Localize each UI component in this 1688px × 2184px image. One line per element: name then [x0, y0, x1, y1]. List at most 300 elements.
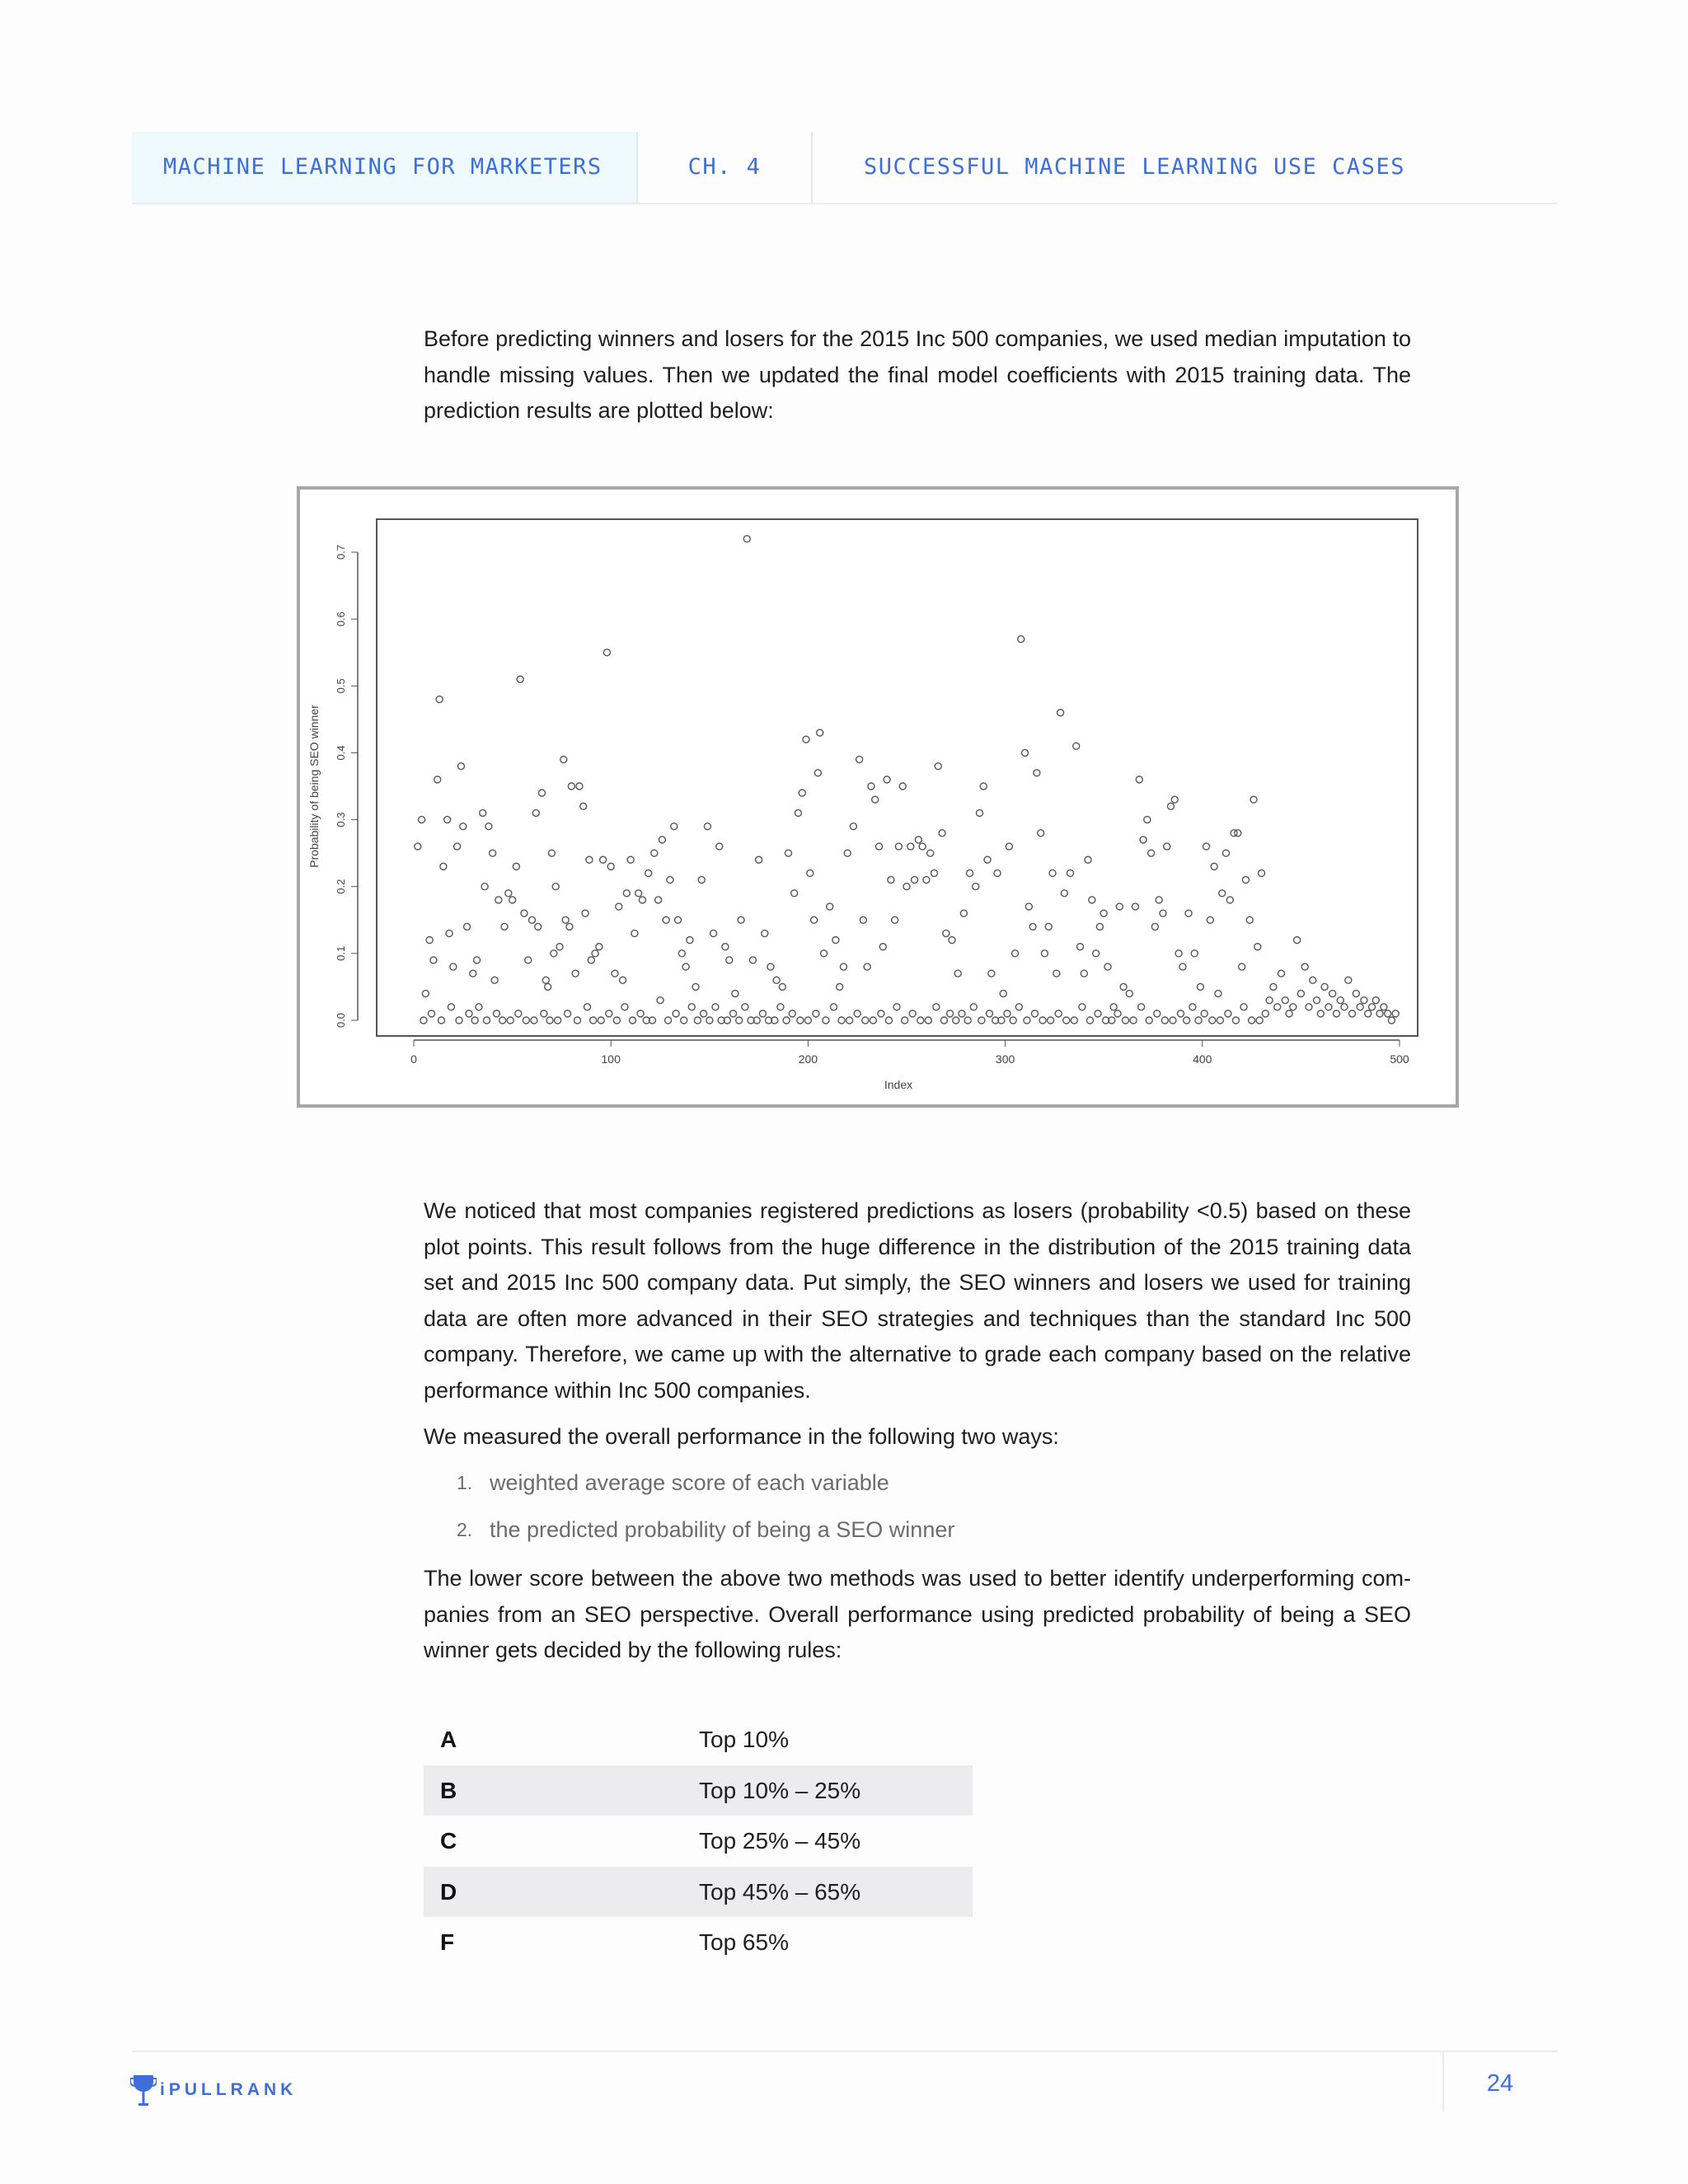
scatter-point — [523, 1017, 529, 1024]
scatter-point — [1314, 997, 1320, 1004]
scatter-point — [964, 1017, 971, 1024]
scatter-point — [846, 1017, 853, 1024]
scatter-point — [732, 991, 738, 997]
scatter-point — [967, 869, 973, 876]
scatter-point — [1333, 1010, 1339, 1017]
page-header — [132, 132, 1558, 204]
scatter-point — [973, 883, 979, 890]
scatter-point — [1114, 1010, 1121, 1017]
scatter-point — [888, 877, 894, 883]
scatter-point — [738, 916, 744, 923]
scatter-point — [919, 843, 926, 850]
scatter-point — [854, 1010, 860, 1017]
scatter-point — [1242, 877, 1249, 883]
scatter-point — [1079, 1004, 1085, 1010]
scatter-point — [1225, 1010, 1231, 1017]
scatter-point — [726, 957, 733, 963]
scatter-point — [1217, 1017, 1223, 1024]
scatter-point — [791, 890, 798, 897]
scatter-point — [947, 1010, 954, 1017]
scatter-point — [868, 783, 874, 790]
scatter-point — [1203, 843, 1210, 850]
scatter-point — [456, 1017, 462, 1024]
scatter-point — [493, 1010, 499, 1017]
scatter-point — [1385, 1010, 1391, 1017]
scatter-point — [756, 856, 762, 863]
grade-letter: C — [440, 1828, 457, 1854]
scatter-point — [923, 877, 930, 883]
scatter-point — [1249, 1017, 1255, 1024]
scatter-point — [491, 977, 498, 983]
scatter-point — [1086, 1017, 1093, 1024]
scatter-point — [1259, 869, 1265, 876]
scatter-point — [440, 863, 447, 869]
grade-range: Top 10% – 25% — [699, 1777, 861, 1803]
scatter-point — [988, 970, 995, 977]
scatter-point — [546, 1017, 553, 1024]
scatter-point — [813, 1010, 819, 1017]
page-number: 24 — [1486, 2070, 1514, 2097]
scatter-point — [712, 1004, 719, 1010]
scatter-point — [1209, 1017, 1216, 1024]
table-row — [424, 1714, 973, 1765]
scatter-point — [639, 897, 645, 903]
scatter-point — [917, 1017, 924, 1024]
scatter-point — [1154, 1010, 1160, 1017]
scatter-point — [1195, 1017, 1202, 1024]
scatter-point — [749, 957, 756, 963]
scatter-point — [1055, 1010, 1062, 1017]
x-tick-label: 400 — [1193, 1052, 1212, 1066]
scatter-point — [959, 1010, 965, 1017]
scatter-point — [665, 1017, 672, 1024]
scatter-point — [1226, 897, 1233, 903]
scatter-point — [960, 910, 967, 916]
scatter-point — [804, 1017, 811, 1024]
scatter-point — [1240, 1004, 1247, 1010]
scatter-point — [1164, 843, 1170, 850]
scatter-point — [1274, 1004, 1281, 1010]
footer-rule — [132, 2050, 1558, 2052]
scatter-point — [586, 856, 593, 863]
scatter-point — [444, 817, 451, 823]
scatter-point — [682, 963, 689, 970]
scatter-point — [1376, 1010, 1383, 1017]
scatter-point — [1041, 950, 1048, 957]
scatter-point — [1361, 997, 1367, 1004]
intro-paragraph: Before predicting winners and losers for the 2015 Inc 500 companies, we used median imputation to handle missing values. Then we updated the final model coefficients with 2015 training data. The prediction results are plotted below: — [424, 326, 1411, 423]
scatter-point — [1191, 950, 1198, 957]
grade-letter: F — [440, 1929, 455, 1955]
scatter-point — [978, 1017, 985, 1024]
scatter-point — [590, 1017, 597, 1024]
scatter-point — [1369, 1004, 1376, 1010]
scatter-point — [584, 1004, 590, 1010]
scatter-point — [580, 803, 587, 809]
scatter-point — [872, 796, 879, 803]
scatter-point — [817, 729, 823, 736]
scatter-point — [1290, 1004, 1296, 1010]
scatter-point — [1341, 1004, 1348, 1010]
scatter-chart — [297, 486, 1459, 1108]
scatter-point — [1310, 977, 1316, 983]
scatter-point — [1012, 950, 1019, 957]
scatter-point — [663, 916, 669, 923]
scatter-point — [613, 1017, 620, 1024]
scatter-point — [1085, 856, 1091, 863]
scatter-point — [535, 923, 542, 930]
scatter-chart-svg — [300, 490, 1456, 1104]
x-tick-label: 200 — [798, 1052, 818, 1066]
measured-paragraph: We measured the overall performance in the following two ways: — [424, 1424, 1059, 1449]
scatter-point — [1004, 1010, 1010, 1017]
scatter-point — [592, 950, 598, 957]
scatter-point — [785, 850, 791, 856]
scatter-point — [552, 883, 559, 890]
scatter-point — [994, 869, 1001, 876]
scatter-point — [481, 883, 488, 890]
scatter-point — [509, 897, 516, 903]
scatter-point — [823, 1017, 829, 1024]
scatter-point — [736, 1017, 743, 1024]
scatter-point — [422, 991, 429, 997]
brand-name[interactable]: iPULLRANK — [160, 2080, 298, 2099]
scatter-point — [1095, 1010, 1101, 1017]
scatter-point — [612, 970, 618, 977]
scatter-point — [1057, 710, 1064, 716]
y-tick-label: 0.0 — [335, 1012, 347, 1029]
scatter-point — [694, 1017, 701, 1024]
scatter-point — [1053, 970, 1060, 977]
scatter-point — [742, 1004, 748, 1010]
scatter-point — [637, 1010, 644, 1017]
scatter-point — [1239, 963, 1245, 970]
scatter-point — [1189, 1004, 1196, 1010]
scatter-point — [1270, 983, 1277, 990]
scatter-point — [574, 1017, 581, 1024]
scatter-point — [673, 1010, 679, 1017]
scatter-point — [551, 950, 557, 957]
scatter-point — [892, 916, 898, 923]
y-tick-label: 0.3 — [335, 812, 347, 827]
scatter-point — [1000, 991, 1006, 997]
scatter-point — [1038, 830, 1044, 837]
scatter-point — [616, 903, 622, 910]
scatter-point — [767, 963, 774, 970]
scatter-point — [1104, 963, 1111, 970]
grade-range: Top 65% — [699, 1929, 789, 1955]
scatter-point — [840, 963, 846, 970]
scatter-point — [879, 944, 886, 950]
scatter-point — [484, 1017, 490, 1024]
scatter-point — [499, 1017, 506, 1024]
scatter-point — [870, 1017, 876, 1024]
scatter-point — [935, 763, 941, 770]
scatter-point — [521, 910, 528, 916]
scatter-point — [1185, 910, 1192, 916]
scatter-point — [876, 843, 883, 850]
scatter-point — [1170, 1017, 1176, 1024]
scatter-point — [1022, 749, 1029, 756]
scatter-point — [1329, 991, 1336, 997]
scatter-point — [671, 823, 678, 830]
scatter-point — [949, 937, 955, 944]
scatter-point — [1073, 743, 1080, 749]
scatter-point — [795, 809, 801, 816]
scatter-point — [1029, 923, 1036, 930]
scatter-point — [1138, 1004, 1145, 1010]
scatter-point — [1294, 937, 1301, 944]
scatter-point — [476, 1004, 482, 1010]
scatter-point — [631, 930, 638, 937]
scatter-point — [620, 977, 626, 983]
scatter-point — [933, 1004, 940, 1010]
list-number: 1. — [457, 1472, 473, 1493]
scatter-point — [542, 977, 549, 983]
scatter-point — [1006, 843, 1012, 850]
scatter-point — [1207, 916, 1213, 923]
scatter-point — [1039, 1017, 1046, 1024]
scatter-point — [1123, 1017, 1129, 1024]
scatter-point — [1278, 970, 1284, 977]
y-tick-label: 0.2 — [335, 879, 347, 894]
scatter-point — [1048, 1017, 1054, 1024]
scatter-point — [1184, 1017, 1190, 1024]
scatter-point — [701, 1010, 707, 1017]
scatter-point — [515, 1010, 522, 1017]
y-tick-label: 0.7 — [335, 544, 347, 560]
scatter-point — [495, 897, 502, 903]
table-row — [424, 1917, 973, 1968]
scatter-point — [607, 863, 614, 869]
scatter-point — [706, 1017, 713, 1024]
scatter-point — [1063, 1017, 1070, 1024]
x-tick-label: 300 — [995, 1052, 1015, 1066]
scatter-point — [912, 877, 918, 883]
table-row — [424, 1816, 973, 1867]
scatter-point — [832, 937, 839, 944]
scatter-point — [1201, 1010, 1207, 1017]
scatter-point — [931, 869, 937, 876]
scatter-point — [1025, 903, 1032, 910]
scatter-point — [1179, 963, 1186, 970]
scatter-point — [927, 850, 934, 856]
scatter-point — [517, 676, 523, 682]
y-axis-label: Probability of being SEO winner — [307, 705, 321, 868]
scatter-point — [1067, 869, 1074, 876]
scatter-point — [415, 843, 421, 850]
scatter-point — [657, 997, 663, 1004]
scatter-point — [814, 770, 821, 776]
scatter-point — [1357, 1004, 1363, 1010]
scatter-point — [1116, 903, 1123, 910]
scatter-point — [830, 1004, 837, 1010]
scatter-point — [1345, 977, 1352, 983]
scatter-point — [1365, 1010, 1372, 1017]
scatter-point — [645, 869, 652, 876]
scatter-point — [1388, 1017, 1395, 1024]
scatter-point — [1034, 770, 1040, 776]
scatter-point — [572, 970, 579, 977]
scatter-point — [773, 977, 780, 983]
observation-paragraph: We noticed that most companies registered predictions as losers (probability <0.5) based on these plot points. This result follows from the huge difference in the distribution of the 2015 training data set and 2015 Inc 500 company data. Put simply, the SEO winners and losers we used for training data are often more advanced in their SEO strategies and techniques than the standard Inc 500 company. Therefore, we came up with the alternative to grade each company based on the relative performance within Inc 500 companies. — [424, 1198, 1411, 1403]
scatter-point — [621, 1004, 628, 1010]
scatter-point — [970, 1004, 977, 1010]
scatter-point — [789, 1010, 795, 1017]
scatter-point — [779, 983, 785, 990]
grade-range: Top 25% – 45% — [699, 1828, 861, 1854]
scatter-point — [1349, 1010, 1356, 1017]
scatter-point — [943, 930, 950, 937]
scatter-point — [562, 916, 569, 923]
scatter-point — [1266, 997, 1273, 1004]
scatter-point — [1148, 850, 1155, 856]
scatter-point — [1071, 1017, 1077, 1024]
scatter-point — [1256, 1017, 1263, 1024]
scatter-point — [953, 1017, 959, 1024]
grade-letter: D — [440, 1878, 457, 1905]
scatter-point — [531, 1017, 537, 1024]
scatter-point — [730, 1010, 737, 1017]
scatter-point — [565, 1010, 571, 1017]
scatter-point — [513, 863, 519, 869]
scatter-point — [582, 910, 588, 916]
scatter-point — [743, 536, 750, 542]
scatter-point — [446, 930, 452, 937]
y-tick-label: 0.6 — [335, 612, 347, 627]
scatter-point — [864, 963, 870, 970]
scatter-point — [1024, 1017, 1030, 1024]
scatter-point — [1132, 903, 1138, 910]
scatter-point — [1160, 910, 1166, 916]
list-text: weighted average score of each variable — [490, 1470, 889, 1495]
scatter-point — [1015, 1004, 1022, 1010]
list-item — [424, 1465, 1411, 1512]
scatter-point — [627, 856, 634, 863]
scatter-point — [1325, 1004, 1332, 1010]
list-number: 2. — [457, 1519, 473, 1540]
scatter-point — [450, 963, 457, 970]
scatter-point — [704, 823, 710, 830]
scatter-point — [903, 883, 910, 890]
scatter-point — [827, 903, 833, 910]
scatter-point — [1151, 923, 1158, 930]
scatter-point — [560, 757, 567, 763]
table-row — [424, 1765, 973, 1816]
scatter-point — [426, 937, 433, 944]
scatter-point — [977, 809, 983, 816]
plot-area — [377, 519, 1418, 1036]
scatter-point — [667, 877, 673, 883]
scatter-point — [1081, 970, 1087, 977]
scatter-point — [675, 916, 682, 923]
scatter-point — [454, 843, 461, 850]
scatter-point — [651, 850, 658, 856]
y-tick-label: 0.1 — [335, 945, 347, 961]
scatter-point — [1246, 916, 1253, 923]
scatter-point — [545, 983, 551, 990]
scatter-point — [698, 877, 705, 883]
scatter-point — [598, 1017, 604, 1024]
scatter-point — [538, 790, 545, 796]
scatter-point — [507, 1017, 513, 1024]
scatter-point — [541, 1010, 547, 1017]
scatter-point — [1126, 991, 1132, 997]
scatter-point — [954, 970, 961, 977]
scatter-point — [548, 850, 555, 856]
scatter-point — [678, 950, 685, 957]
scatter-point — [1250, 796, 1257, 803]
scatter-point — [1136, 776, 1142, 783]
scatter-point — [1306, 1004, 1312, 1010]
scatter-point — [448, 1004, 454, 1010]
scatter-point — [1297, 991, 1304, 997]
x-tick-label: 100 — [601, 1052, 621, 1066]
scatter-point — [1197, 983, 1203, 990]
scatter-point — [1049, 869, 1056, 876]
scatter-point — [525, 957, 532, 963]
scatter-point — [1100, 910, 1107, 916]
list-text: the predicted probability of being a SEO winner — [490, 1517, 955, 1542]
scatter-point — [1219, 890, 1226, 897]
scatter-point — [532, 809, 539, 816]
scatter-point — [1161, 1017, 1168, 1024]
scatter-point — [603, 649, 610, 656]
scatter-point — [1010, 1017, 1016, 1024]
scatter-point — [1144, 817, 1151, 823]
scatter-point — [1089, 897, 1095, 903]
scatter-point — [1168, 803, 1175, 809]
y-tick-label: 0.4 — [335, 745, 347, 761]
scatter-point — [759, 1010, 766, 1017]
scatter-point — [799, 790, 805, 796]
scatter-point — [1235, 830, 1241, 837]
measurement-list — [424, 1465, 1411, 1559]
scatter-point — [480, 809, 486, 816]
scatter-point — [1254, 944, 1261, 950]
scatter-point — [1301, 963, 1308, 970]
scatter-point — [466, 1010, 472, 1017]
scatter-point — [1317, 1010, 1324, 1017]
scatter-point — [630, 1017, 636, 1024]
scatter-point — [1156, 897, 1162, 903]
scatter-point — [838, 1017, 845, 1024]
scatter-point — [850, 823, 856, 830]
scatter-point — [470, 970, 476, 977]
scatter-point — [902, 1017, 908, 1024]
scatter-point — [687, 937, 693, 944]
scatter-point — [556, 944, 563, 950]
scatter-point — [909, 1010, 916, 1017]
x-tick-label: 500 — [1390, 1052, 1409, 1066]
scatter-point — [655, 897, 662, 903]
scatter-point — [1045, 923, 1052, 930]
scatter-point — [1262, 1010, 1268, 1017]
scatter-point — [925, 1017, 931, 1024]
lower-score-paragraph: The lower score between the above two methods was used to better identify underperforming com-panies from an SEO perspective. Overall performance using predicted probability of being a SEO winner gets decided by the following rules: — [424, 1566, 1411, 1662]
grade-range: Top 10% — [699, 1727, 789, 1752]
scatter-point — [797, 1017, 804, 1024]
scatter-point — [899, 783, 906, 790]
scatter-point — [1061, 890, 1067, 897]
scatter-point — [588, 957, 594, 963]
scatter-point — [471, 1017, 478, 1024]
scatter-point — [434, 776, 441, 783]
scatter-point — [1110, 1004, 1117, 1010]
trophy-logo-icon[interactable] — [130, 2074, 157, 2107]
book-title: MACHINE LEARNING FOR MARKETERS — [132, 132, 638, 203]
scatter-point — [430, 957, 437, 963]
